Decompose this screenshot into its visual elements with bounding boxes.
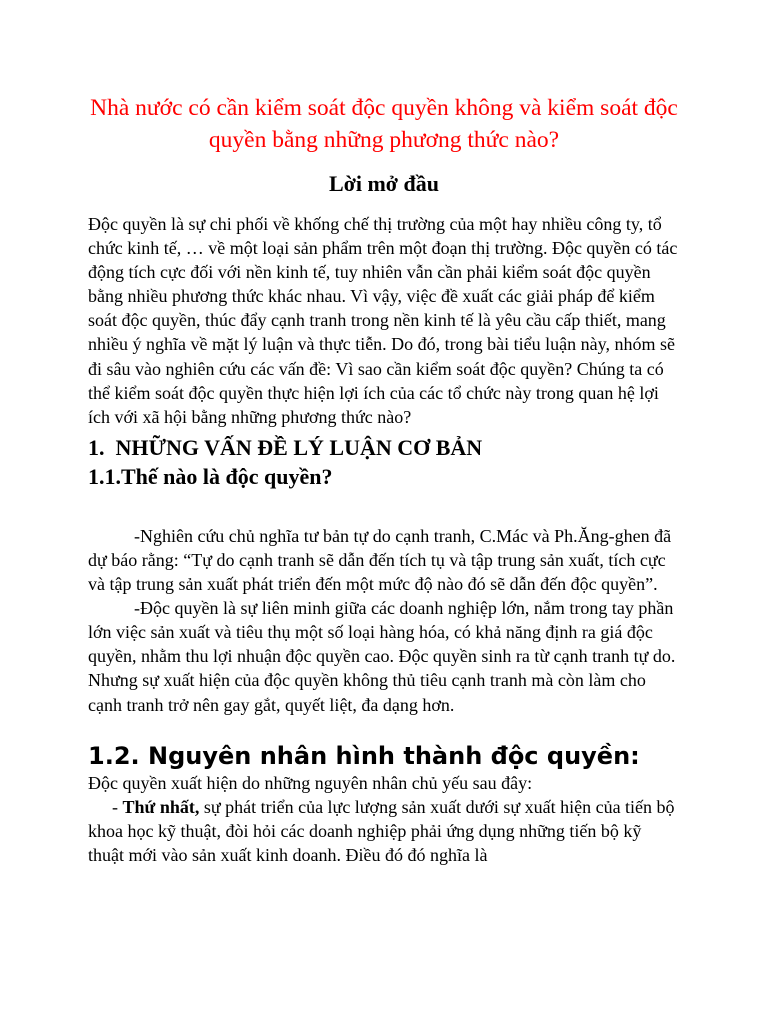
section-1-2-intro: Độc quyền xuất hiện do những nguyên nhân chủ yếu sau đây: [88, 772, 533, 793]
section-1-1-paragraph-2: -Độc quyền là sự liên minh giữa các doanh nghiệp lớn, nắm trong tay phần lớn việc sản xuất và tiêu thụ một số loại hàng hóa, có khả năng định ra giá độc quyền, nhằm thu lợi nhuận độc quyền cao. Độc quyền sinh ra từ cạnh tranh tự do. Nhưng sự xuất hiện của độc quyền không thủ tiêu cạnh tranh mà còn làm cho cạnh tranh trở nên gay gắt, quyết liệt, đa dạng hơn. [88, 598, 676, 715]
section-1-2-heading: 1.2. Nguyên nhân hình thành độc quyền: [88, 741, 640, 770]
item-1-label: Thứ nhất, [122, 796, 200, 817]
preface-heading: Lời mở đầu [329, 171, 439, 196]
section-1-2-item-1 [88, 795, 680, 867]
intro-paragraph: Độc quyền là sự chi phối về khống chế thị trường của một hay nhiều công ty, tổ chức kinh tế, … về một loại sản phẩm trên một đoạn thị trường. Độc quyền có tác động tích cực đối với nền kinh tế, tuy nhiên vẫn cần phải kiểm soát độc quyền bằng nhiều phương thức khác nhau. Vì vậy, việc đề xuất các giải pháp để kiểm soát độc quyền, thúc đẩy cạnh tranh trong nền kinh tế là yêu cầu cấp thiết, mang nhiều ý nghĩa về mặt lý luận và thực tiễn. Do đó, trong bài tiểu luận này, nhóm sẽ đi sâu vào nghiên cứu các vấn đề: Vì sao cần kiểm soát độc quyền? Chúng ta có thể kiểm soát độc quyền thực hiện lợi ích của các tổ chức này trong quan hệ lợi ích với xã hội bằng những phương thức nào? [88, 214, 678, 427]
section-1-heading: 1. NHỮNG VẤN ĐỀ LÝ LUẬN CƠ BẢN [88, 434, 483, 460]
section-1-1-paragraph-1: -Nghiên cứu chủ nghĩa tư bản tự do cạnh tranh, C.Mác và Ph.Ăng-ghen đã dự báo rằng: “Tự do cạnh tranh sẽ dẫn đến tích tụ và tập trung sản xuất, tích cực và tập trung sản xuất phát triển đến một mức độ nào đó sẽ dẫn đến độc quyền”. [88, 525, 672, 595]
section-1-1-heading: 1.1.Thế nào là độc quyền? [88, 463, 333, 489]
item-1-prefix: - [112, 796, 123, 817]
document-title: Nhà nước có cần kiểm soát độc quyền không và kiểm soát độc quyền bằng những phương thức nào? [90, 95, 678, 153]
section-1-1-body [88, 524, 680, 717]
document-page [88, 92, 680, 867]
item-1-text: sự phát triển của lực lượng sản xuất dưới sự xuất hiện của tiến bộ khoa học kỹ thuật, đòi hỏi các doanh nghiệp phải ứng dụng những tiến bộ kỹ thuật mới vào sản xuất kinh doanh. Điều đó đó nghĩa là [88, 796, 675, 865]
